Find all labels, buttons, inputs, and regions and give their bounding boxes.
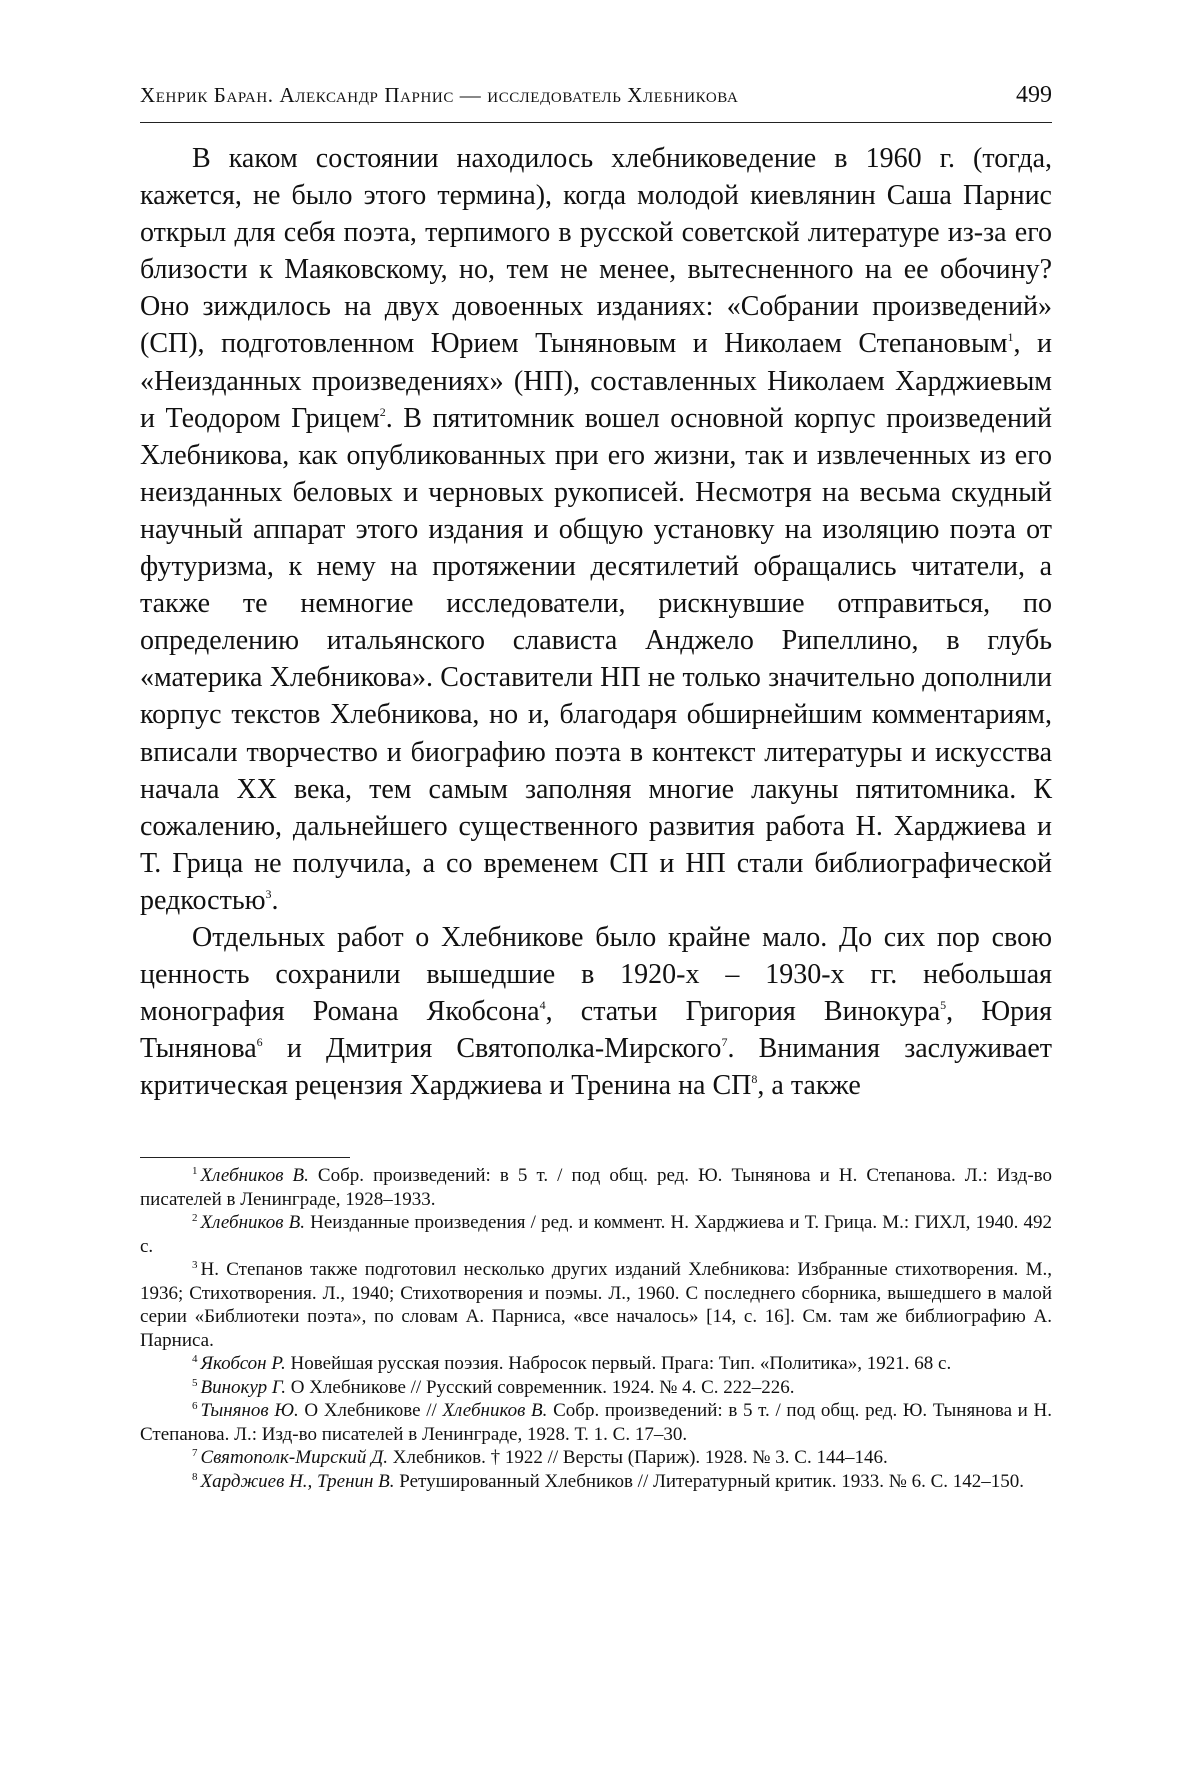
text-run: , а также bbox=[757, 1070, 861, 1102]
footnote-text: Неизданные произведения / ред. и коммент. Н. Харджиева и Т. Грица. М.: ГИХЛ, 1940. 492 с. bbox=[140, 1212, 1052, 1257]
text-run: , Юрия Тынянова bbox=[140, 996, 1052, 1065]
running-title: Хенрик Баран. Александр Парнис — исследователь Хлебникова bbox=[140, 83, 739, 107]
footnote-3 bbox=[140, 1258, 1052, 1352]
footnote-author: Хлебников В. bbox=[442, 1400, 548, 1422]
footnote-number: 1 bbox=[192, 1165, 198, 1178]
footnote-8 bbox=[140, 1470, 1052, 1494]
footnote-number: 4 bbox=[192, 1353, 198, 1366]
text-run: и Дмитрия Святополка-Мирского bbox=[262, 1033, 722, 1065]
footnote-author: Харджиев Н., Тренин В. bbox=[200, 1470, 395, 1492]
footnote-ref-3: 3 bbox=[265, 886, 272, 901]
footnote-4 bbox=[140, 1352, 1052, 1376]
footnote-ref-1: 1 bbox=[1007, 330, 1014, 345]
text-run: . В пятитомник вошел основной корпус произведений Хлебникова, как опубликованных при его жизни, так и извлеченных из его неизданных беловых и черновых рукописей. Несмотря на весьма скудный научный аппарат этого издания и общую установку на изоляцию поэта от футуризма, к нему на протяжении десятилетий обращались читатели, а также те немногие исследователи, рискнувшие отправиться, по определению итальянского слависта Анджело Рипеллино, в глубь «материка Хлебникова». Составители НП не только значительно дополнили корпус текстов Хлебникова, но и, благодаря обширнейшим комментариям, вписали творчество и биографию поэта в контекст литературы и искусства начала XX века, тем самым заполняя многие лакуны пятитомника. К сожалению, дальнейшего существенного развития работа Н. Харджиева и Т. Грица не получила, а со временем СП и НП стали библиографической редкостью bbox=[140, 402, 1052, 916]
footnote-divider bbox=[140, 1157, 350, 1158]
footnote-text: Собр. произведений: в 5 т. / под общ. ред. Ю. Тынянова и Н. Степанова. Л.: Изд-во писателей в Ленинграде, 1928. Т. 1. С. 17–30. bbox=[140, 1400, 1053, 1445]
page-number: 499 bbox=[1016, 82, 1052, 108]
footnote-author: Тынянов Ю. bbox=[200, 1400, 299, 1422]
footnote-ref-7: 7 bbox=[721, 1035, 728, 1050]
footnote-author: Святополк-Мирский Д. bbox=[200, 1447, 388, 1469]
footnote-ref-8: 8 bbox=[751, 1072, 758, 1087]
running-head bbox=[140, 82, 1052, 123]
footnote-number: 5 bbox=[192, 1376, 198, 1389]
footnote-text: Н. Степанов также подготовил несколько других изданий Хлебникова: Избранные стихотворения. М., 1936; Стихотворения. Л., 1940; Стихотворения и поэмы. Л., 1960. С последнего сборника, вышедшего в малой серии «Библиотеки поэта», по словам А. Парниса, «все началось» [14, с. 16]. См. там же библиографию А. Парниса. bbox=[140, 1259, 1052, 1351]
footnote-number: 2 bbox=[192, 1212, 198, 1225]
footnote-author: Хлебников В. bbox=[200, 1212, 305, 1234]
footnote-text: О Хлебникове // bbox=[298, 1400, 443, 1422]
footnote-ref-4: 4 bbox=[539, 998, 546, 1013]
footnote-text: Новейшая русская поэзия. Набросок первый. Прага: Тип. «Политика», 1921. 68 с. bbox=[285, 1353, 952, 1375]
footnote-number: 8 bbox=[192, 1470, 198, 1483]
footnote-ref-6: 6 bbox=[256, 1035, 263, 1050]
footnote-5 bbox=[140, 1376, 1052, 1400]
footnote-7 bbox=[140, 1446, 1052, 1470]
footnotes bbox=[140, 1164, 1052, 1493]
paragraph-1 bbox=[140, 140, 1052, 919]
footnote-ref-2: 2 bbox=[379, 404, 386, 419]
footnote-number: 7 bbox=[192, 1447, 198, 1460]
footnote-number: 3 bbox=[192, 1259, 198, 1272]
footnote-author: Винокур Г. bbox=[200, 1376, 286, 1398]
footnote-number: 6 bbox=[192, 1400, 198, 1413]
text-run: , статьи Григория Винокура bbox=[545, 996, 941, 1028]
text-run: . Внимания заслуживает критическая рецензия Харджиева и Тренина на СП bbox=[140, 1033, 1052, 1102]
page bbox=[140, 82, 1052, 1493]
paragraph-2 bbox=[140, 919, 1052, 1104]
footnote-2 bbox=[140, 1211, 1052, 1258]
footnote-1 bbox=[140, 1164, 1052, 1211]
footnote-author: Якобсон Р. bbox=[200, 1353, 286, 1375]
text-run: . bbox=[271, 884, 279, 916]
footnote-text: Хлебников. † 1922 // Версты (Париж). 1928. № 3. С. 144–146. bbox=[388, 1447, 888, 1469]
text-run: В каком состоянии находилось хлебниковедение в 1960 г. (тогда, кажется, не было этого термина), когда молодой киевлянин Саша Парнис открыл для себя поэта, терпимого в русской советской литературе из-за его близости к Маяковскому, но, тем не менее, вытесненного на ее обочину? Оно зиждилось на двух довоенных изданиях: «Собрании произведений» (СП), подготовленном Юрием Тыняновым и Николаем Степановым bbox=[140, 143, 1052, 360]
text-run: Отдельных работ о Хлебникове было крайне мало. До сих пор свою ценность сохранили вышедшие в 1920-х – 1930-х гг. небольшая монография Романа Якобсона bbox=[140, 921, 1052, 1028]
footnote-6 bbox=[140, 1399, 1052, 1446]
footnote-text: О Хлебникове // Русский современник. 1924. № 4. С. 222–226. bbox=[285, 1376, 795, 1398]
footnote-author: Хлебников В. bbox=[200, 1165, 309, 1187]
footnote-text: Собр. произведений: в 5 т. / под общ. ред. Ю. Тынянова и Н. Степанова. Л.: Изд-во писателей в Ленинграде, 1928–1933. bbox=[140, 1165, 1053, 1210]
footnote-text: Ретушированный Хлебников // Литературный критик. 1933. № 6. С. 142–150. bbox=[394, 1470, 1025, 1492]
footnote-ref-5: 5 bbox=[940, 998, 947, 1013]
text-run: , и «Неизданных произведениях» (НП), составленных Николаем Харджиевым и Теодором Грицем bbox=[140, 328, 1053, 434]
main-text bbox=[140, 140, 1052, 1104]
